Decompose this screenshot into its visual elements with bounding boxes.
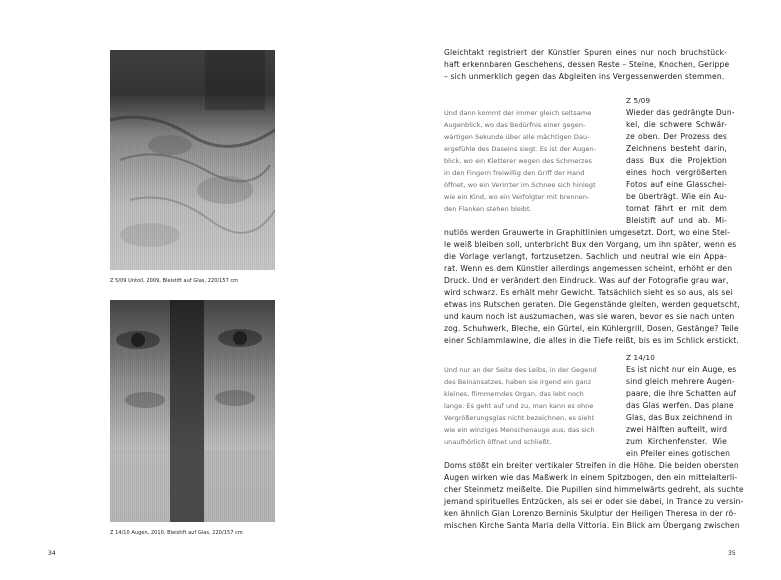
text-line: – sich unmerklich gegen das Abgleiten ins Vergessenwerden stemmen.	[444, 72, 725, 82]
body-paragraph-2	[444, 460, 744, 532]
text-line: einer Schlammlawine, die alles in die Tiefe reißt, bis es im Schlick erstickt.	[444, 336, 739, 346]
text-line: die Vorlage verlangt, fortzusetzen. Sachlich und neutral wie ein Appa-	[444, 252, 727, 262]
artwork-caption-1: Z 5/09 Untoll, 2009, Bleistift auf Glas, 220/157 cm	[110, 278, 239, 284]
left-page	[0, 0, 390, 580]
artwork-drawing-z14-10	[110, 300, 275, 522]
quote-line: wie ein winziges Menschenauge aus, das sich	[444, 426, 595, 435]
text-line: Zeichnens besteht darin,	[626, 144, 727, 154]
artwork-drawing-z5-09	[110, 50, 275, 270]
text-line: haft erkennbaren Geschehens, dessen Reste – Steine, Knochen, Gerippe	[444, 60, 730, 70]
text-line: zwei Hälften aufteilt, wird	[626, 425, 728, 435]
quote-line: öffnet, wo ein Verirrter im Schnee sich hinlegt	[444, 181, 596, 190]
text-line: zum Kirchenfenster. Wie	[626, 437, 727, 447]
text-line: Glas, das Bux zeichnend in	[626, 413, 733, 423]
text-line: zog. Schuhwerk, Bleche, ein Gürtel, ein Kühlergrill, Dosen, Gestänge? Teile	[444, 324, 739, 334]
artwork-caption-2: Z 14/10 Augen, 2010, Bleistift auf Glas, 220/157 cm	[110, 530, 243, 536]
text-line: Bleistift auf und ab. Mi-	[626, 216, 727, 226]
text-line: Fotos auf eine Glasschei-	[626, 180, 727, 190]
quote-line: wie ein Kind, wo ein Verfolgter mit brennen-	[444, 193, 590, 202]
quote-line: den Flanken stehen bleibt.	[444, 205, 532, 214]
text-line: Druck. Und er verändert den Eindruck. Was auf der Fotografie grau war,	[444, 276, 729, 286]
text-line: sind gleich mehrere Augen-	[626, 377, 735, 387]
text-line: le weiß bleiben soll, unterbricht Bux den Vorgang, um ihn später, wenn es	[444, 240, 737, 250]
intro-paragraph	[444, 47, 730, 83]
text-line: tomat fährt er mit dem	[626, 204, 727, 214]
text-line: etwas ins Rutschen geraten. Die Gegenstände gleiten, werden gequetscht,	[444, 300, 740, 310]
text-line: dass Bux die Projektion	[626, 156, 727, 166]
text-line: nutiös werden Grauwerte in Graphitlinien umgesetzt. Dort, wo eine Stel-	[444, 228, 731, 237]
quote-line: lange. Es geht auf und zu, man kann es ohne	[444, 402, 594, 411]
text-line: eines hoch vergrößerten	[626, 168, 727, 178]
text-line: be überträgt. Wie ein Au-	[626, 192, 727, 202]
page-number-left: 34	[48, 550, 56, 557]
quote-line: ergefühle des Daseins siegt. Es ist der Augen-	[444, 145, 597, 154]
quote-line: kleines, flimmerndes Organ, das lebt noch	[444, 390, 584, 399]
text-line: Es ist nicht nur ein Auge, es	[626, 365, 737, 375]
quote-line: Vergrößerungsglas nicht bezeichnen, es sieht	[444, 414, 595, 423]
quote-block-1	[444, 107, 616, 215]
quote-block-2	[444, 364, 616, 448]
quote-line: blick, wo ein Kletterer wegen des Schmerzes	[444, 157, 592, 166]
text-line: wird schwarz. Es erhält mehr Gewicht. Tatsächlich sieht es so aus, als sei	[444, 288, 733, 298]
artwork-image-z5-09	[110, 50, 275, 270]
text-line: Wieder das gedrängte Dun-	[626, 108, 735, 118]
quote-line: Und dann kommt der immer gleich seltsame	[444, 109, 592, 117]
quote-line: Und nur an der Seite des Leibs, in der Gegend	[444, 366, 597, 374]
text-line: ein Pfeiler eines gotischen	[626, 449, 731, 459]
text-line: und kaum noch ist auszumachen, was sie waren, bevor es sie nach unten	[444, 312, 735, 322]
text-line: jemand spirituelles Entzücken, als sei er oder sie dabei, in Trance zu versin-	[444, 497, 744, 507]
text-line: kel, die schwere Schwär-	[626, 120, 727, 130]
side-column-2	[626, 352, 737, 460]
artwork-reference-label: Z 5/09	[626, 96, 651, 105]
text-line: ze oben. Der Prozess des	[626, 132, 727, 142]
artwork-reference-label: Z 14/10	[626, 353, 655, 362]
quote-line: in den Fingern freiwillig den Griff der Hand	[444, 169, 585, 178]
text-line: rat. Wenn es dem Künstler allerdings angemessen scheint, erhöht er den	[444, 264, 733, 274]
quote-line: wärtigen Sekunde über alle mächtigen Dau-	[444, 133, 590, 142]
text-line: das Glas werfen. Das plane	[626, 401, 734, 411]
quote-line: Augenblick, wo das Bedürfnis einer gegen-	[444, 121, 586, 130]
side-column-1	[626, 95, 735, 228]
body-paragraph-1	[444, 227, 740, 347]
text-line: ken ähnlich Gian Lorenzo Berninis Skulptur der Heiligen Theresa in der rö-	[444, 509, 737, 519]
text-line: Augen wirken wie das Maßwerk in einem Spitzbogen, den ein mittelalterli-	[444, 473, 738, 483]
text-line: cher Steinmetz meißelte. Die Pupillen sind himmelwärts gedreht, als suchte	[444, 485, 744, 495]
text-line: Doms stößt ein breiter vertikaler Streifen in die Höhe. Die beiden obersten	[444, 461, 739, 470]
text-line: paare, die ihre Schatten auf	[626, 389, 737, 399]
quote-line: des Beinansatzes, haben sie irgend ein ganz	[444, 378, 592, 387]
text-line: mischen Kirche Santa Maria della Vittoria. Ein Blick am Übergang zwischen	[444, 521, 740, 531]
right-page	[390, 0, 781, 580]
artwork-image-z14-10	[110, 300, 275, 522]
text-line: Gleichtakt registriert der Künstler Spuren eines nur noch bruchstück-	[444, 48, 727, 57]
page-number-right: 35	[728, 550, 736, 557]
quote-line: unaufhörlich öffnet und schließt.	[444, 438, 552, 447]
